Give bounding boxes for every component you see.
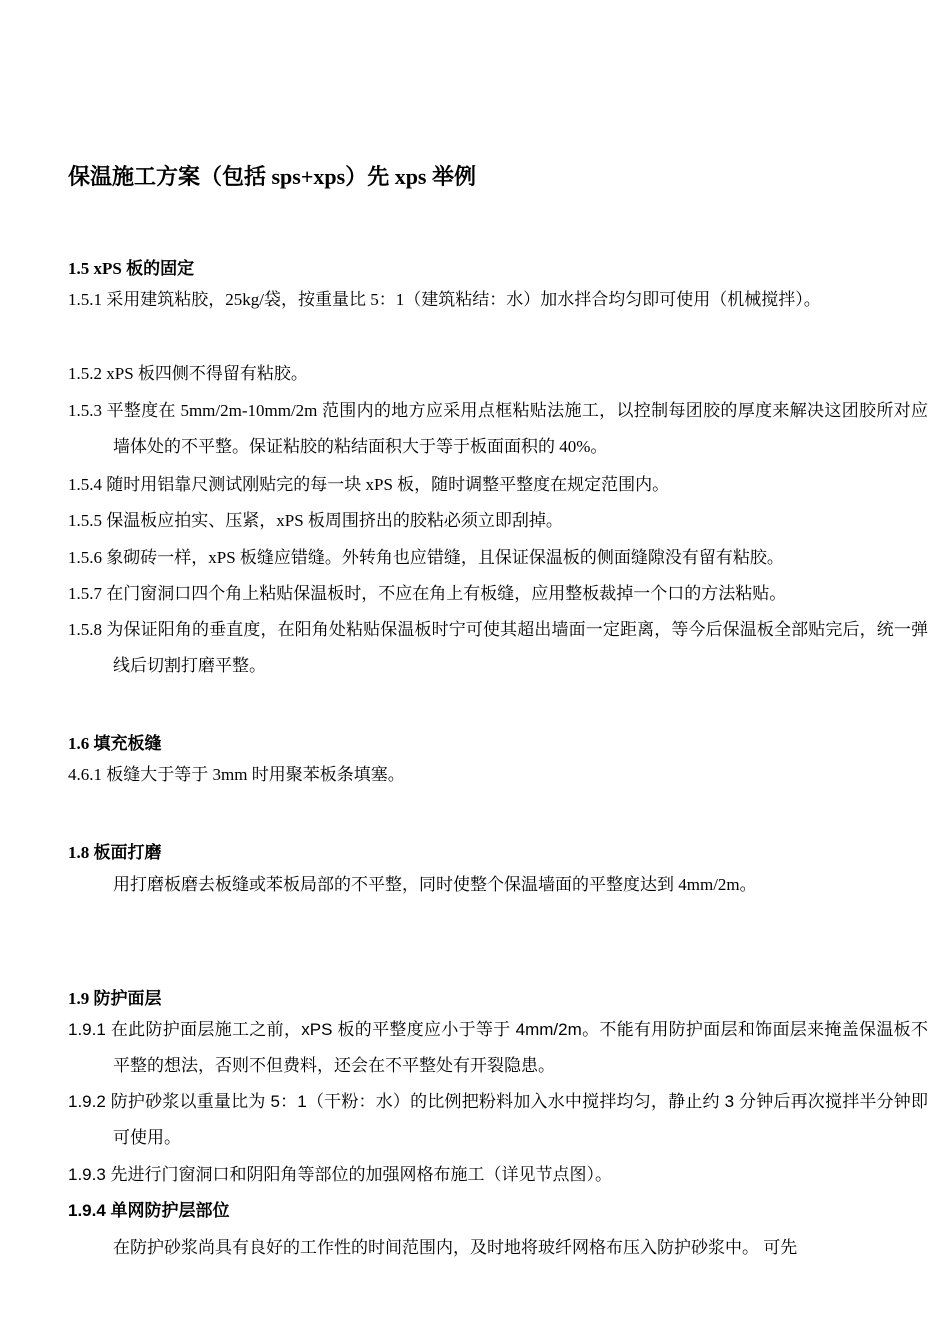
paragraph-1-9-4-body: 在防护砂浆尚具有良好的工作性的时间范围内，及时地将玻纤网格布压入防护砂浆中。 可先 (113, 1238, 798, 1257)
paragraph-1-5-8: 1.5.8 为保证阳角的垂直度，在阳角处粘贴保温板时宁可使其超出墙面一定距离，等今后保温板全部贴完后，统一弹线后切割打磨平整。 (68, 620, 928, 675)
paragraph-1-5-5: 1.5.5 保温板应拍实、压紧，xPS 板周围挤出的胶粘必须立即刮掉。 (68, 511, 563, 530)
paragraph-1-5-7: 1.5.7 在门窗洞口四个角上粘贴保温板时，不应在角上有板缝，应用整板裁掉一个口的方法粘贴。 (68, 584, 787, 603)
sub-heading-1-9-4: 1.9.4 单网防护层部位 (68, 1201, 230, 1220)
paragraph-1-5-4: 1.5.4 随时用铝靠尺测试刚贴完的每一块 xPS 板，随时调整平整度在规定范围内。 (68, 475, 670, 494)
paragraph-1-5-1: 1.5.1 采用建筑粘胶，25kg/袋，按重量比 5：1（建筑粘结：水）加水拌合均匀即可使用（机械搅拌）。 (68, 290, 821, 309)
section-heading-1-9: 1.9 防护面层 (68, 989, 162, 1008)
section-heading-1-8: 1.8 板面打磨 (68, 843, 162, 862)
paragraph-1-9-2: 1.9.2 防护砂浆以重量比为 5：1（干粉：水）的比例把粉料加入水中搅拌均匀，静止约 3 分钟后再次搅拌半分钟即可使用。 (68, 1092, 928, 1147)
paragraph-1-5-3: 1.5.3 平整度在 5mm/2m-10mm/2m 范围内的地方应采用点框粘贴法施工，以控制每团胶的厚度来解决这团胶所对应墙体处的不平整。保证粘胶的粘结面积大于等于板面面积的 40%。 (68, 401, 928, 456)
section-heading-1-6: 1.6 填充板缝 (68, 734, 162, 753)
paragraph-4-6-1: 4.6.1 板缝大于等于 3mm 时用聚苯板条填塞。 (68, 765, 405, 784)
paragraph-1-5-6: 1.5.6 象砌砖一样，xPS 板缝应错缝。外转角也应错缝，且保证保温板的侧面缝隙没有留有粘胶。 (68, 548, 784, 567)
paragraph-1-9-3: 1.9.3 先进行门窗洞口和阴阳角等部位的加强网格布施工（详见节点图）。 (68, 1165, 613, 1184)
paragraph-1-9-1: 1.9.1 在此防护面层施工之前，xPS 板的平整度应小于等于 4mm/2m。不能有用防护面层和饰面层来掩盖保温板不平整的想法，否则不但费料，还会在不平整处有开裂隐患。 (68, 1020, 928, 1075)
paragraph-1-8-body: 用打磨板磨去板缝或苯板局部的不平整，同时使整个保温墙面的平整度达到 4mm/2m。 (113, 875, 757, 894)
paragraph-1-5-2: 1.5.2 xPS 板四侧不得留有粘胶。 (68, 364, 308, 383)
section-heading-1-5: 1.5 xPS 板的固定 (68, 259, 195, 278)
document-title: 保温施工方案（包括 sps+xps）先 xps 举例 (68, 164, 476, 189)
